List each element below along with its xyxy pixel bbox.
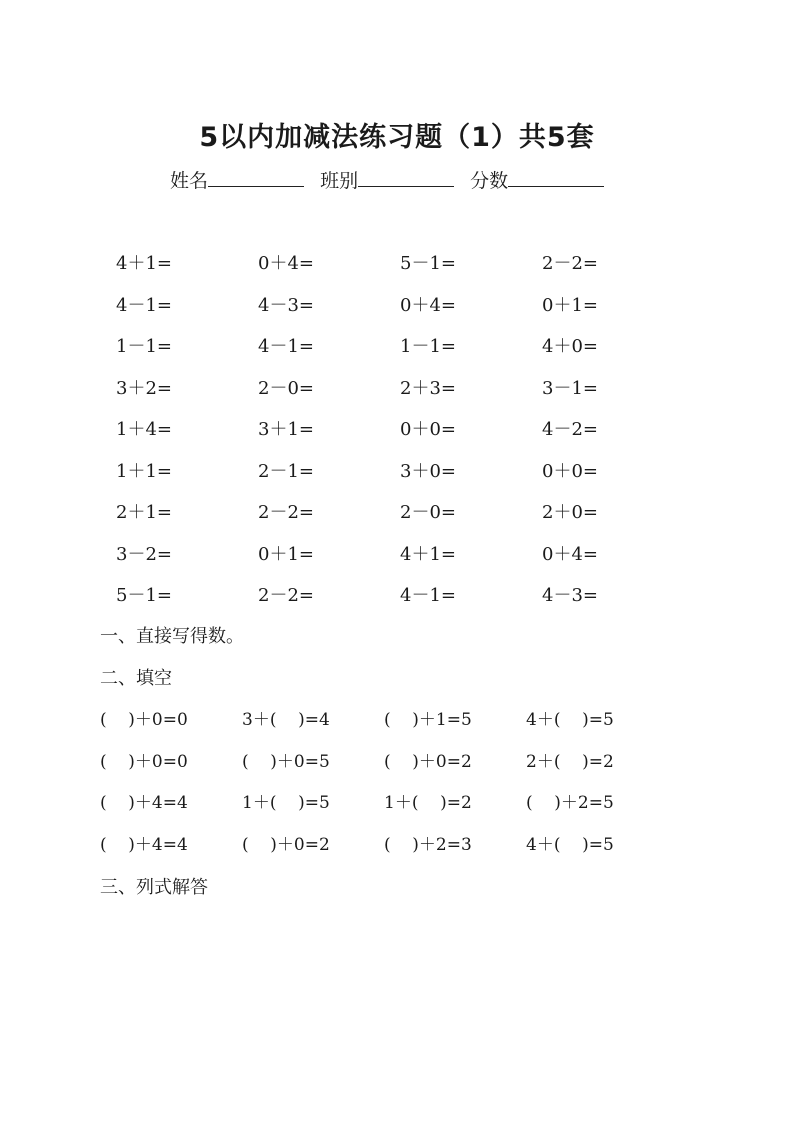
problem-row [116, 292, 716, 334]
section-three-heading: 三、列式解答 [100, 877, 208, 898]
problem-item: 1－1= [116, 336, 172, 357]
problem-row [116, 416, 716, 458]
fill-blank-item[interactable]: ( )＋1=5 [384, 710, 472, 730]
student-info-line [170, 166, 650, 195]
problem-item: 4＋0= [542, 336, 598, 357]
fill-blank-item[interactable]: 4＋( )=5 [526, 834, 614, 855]
fill-blank-item[interactable]: ( )＋2=3 [384, 834, 472, 855]
problem-row [116, 333, 716, 375]
problem-item: 1＋1= [116, 460, 172, 482]
problem-item: 5－1= [116, 585, 172, 606]
problem-item: 0＋0= [542, 460, 598, 482]
class-label: 班别 [320, 170, 359, 192]
problem-row [116, 458, 716, 500]
problem-item: 5－1= [400, 253, 456, 274]
problem-row [116, 375, 716, 417]
fill-blank-row [100, 706, 720, 748]
problem-item: 1－1= [400, 336, 456, 357]
name-field[interactable] [170, 166, 304, 195]
problem-item: 2－2= [542, 253, 598, 274]
score-blank[interactable] [508, 166, 604, 187]
fill-blank-item[interactable]: ( )＋0=5 [242, 751, 330, 772]
problem-row [116, 250, 716, 292]
problem-item: 3＋2= [116, 377, 172, 399]
problem-item: 4－3= [258, 294, 314, 316]
problem-item: 1＋4= [116, 419, 172, 440]
score-label: 分数 [470, 170, 509, 192]
fill-blank-item[interactable]: 1＋( )=5 [242, 793, 330, 813]
name-label: 姓名 [170, 170, 209, 192]
name-blank[interactable] [208, 166, 304, 187]
problem-item: 0＋4= [258, 253, 314, 274]
problem-item: 3＋0= [400, 460, 456, 482]
fill-blank-item[interactable]: ( )＋4=4 [100, 793, 188, 813]
score-field[interactable] [470, 166, 604, 195]
fill-blank-item[interactable]: 1＋( )=2 [384, 793, 472, 813]
problem-item: 2＋0= [542, 502, 598, 523]
problem-row [116, 582, 716, 624]
fill-blank-row [100, 789, 720, 831]
problem-item: 2－2= [258, 585, 314, 606]
problem-item: 0＋4= [400, 294, 456, 316]
problem-item: 3－1= [542, 377, 598, 399]
section-one-heading: 一、直接写得数。 [100, 626, 244, 647]
problem-item: 0＋4= [542, 543, 598, 565]
fill-blank-item[interactable]: ( )＋0=0 [100, 751, 188, 772]
fill-blank-item[interactable]: 4＋( )=5 [526, 710, 614, 730]
fill-blank-item[interactable]: ( )＋4=4 [100, 834, 188, 855]
class-blank[interactable] [358, 166, 454, 187]
problem-item: 0＋1= [258, 543, 314, 565]
section-two-heading: 二、填空 [100, 668, 172, 689]
problem-item: 0＋0= [400, 419, 456, 440]
problem-item: 2－0= [258, 377, 314, 399]
problem-item: 4－1= [400, 585, 456, 606]
problem-item: 0＋1= [542, 294, 598, 316]
fill-blank-item[interactable]: ( )＋0=2 [384, 751, 472, 772]
fill-blank-row [100, 748, 720, 790]
problem-item: 3＋1= [258, 419, 314, 440]
problem-item: 2－0= [400, 502, 456, 523]
problem-item: 4＋1= [400, 543, 456, 565]
problem-item: 3－2= [116, 543, 172, 565]
fill-blank-grid [100, 706, 720, 872]
problem-item: 4－2= [542, 419, 598, 440]
problem-item: 4＋1= [116, 253, 172, 274]
fill-blank-item[interactable]: ( )＋2=5 [526, 793, 614, 813]
fill-blank-item[interactable]: 2＋( )=2 [526, 751, 614, 772]
problem-item: 2－1= [258, 460, 314, 482]
class-field[interactable] [320, 166, 454, 195]
problem-item: 2＋1= [116, 502, 172, 523]
problem-item: 4－1= [116, 294, 172, 316]
problem-item: 2－2= [258, 502, 314, 523]
problem-item: 4－3= [542, 585, 598, 606]
problem-row [116, 541, 716, 583]
fill-blank-item[interactable]: ( )＋0=0 [100, 710, 188, 730]
arithmetic-problem-grid [116, 250, 716, 624]
fill-blank-item[interactable]: ( )＋0=2 [242, 834, 330, 855]
page-title: 5以内加减法练习题（1）共5套 [199, 122, 595, 153]
fill-blank-item[interactable]: 3＋( )=4 [242, 710, 330, 730]
problem-item: 4－1= [258, 336, 314, 357]
fill-blank-row [100, 831, 720, 873]
problem-row [116, 499, 716, 541]
problem-item: 2＋3= [400, 377, 456, 399]
